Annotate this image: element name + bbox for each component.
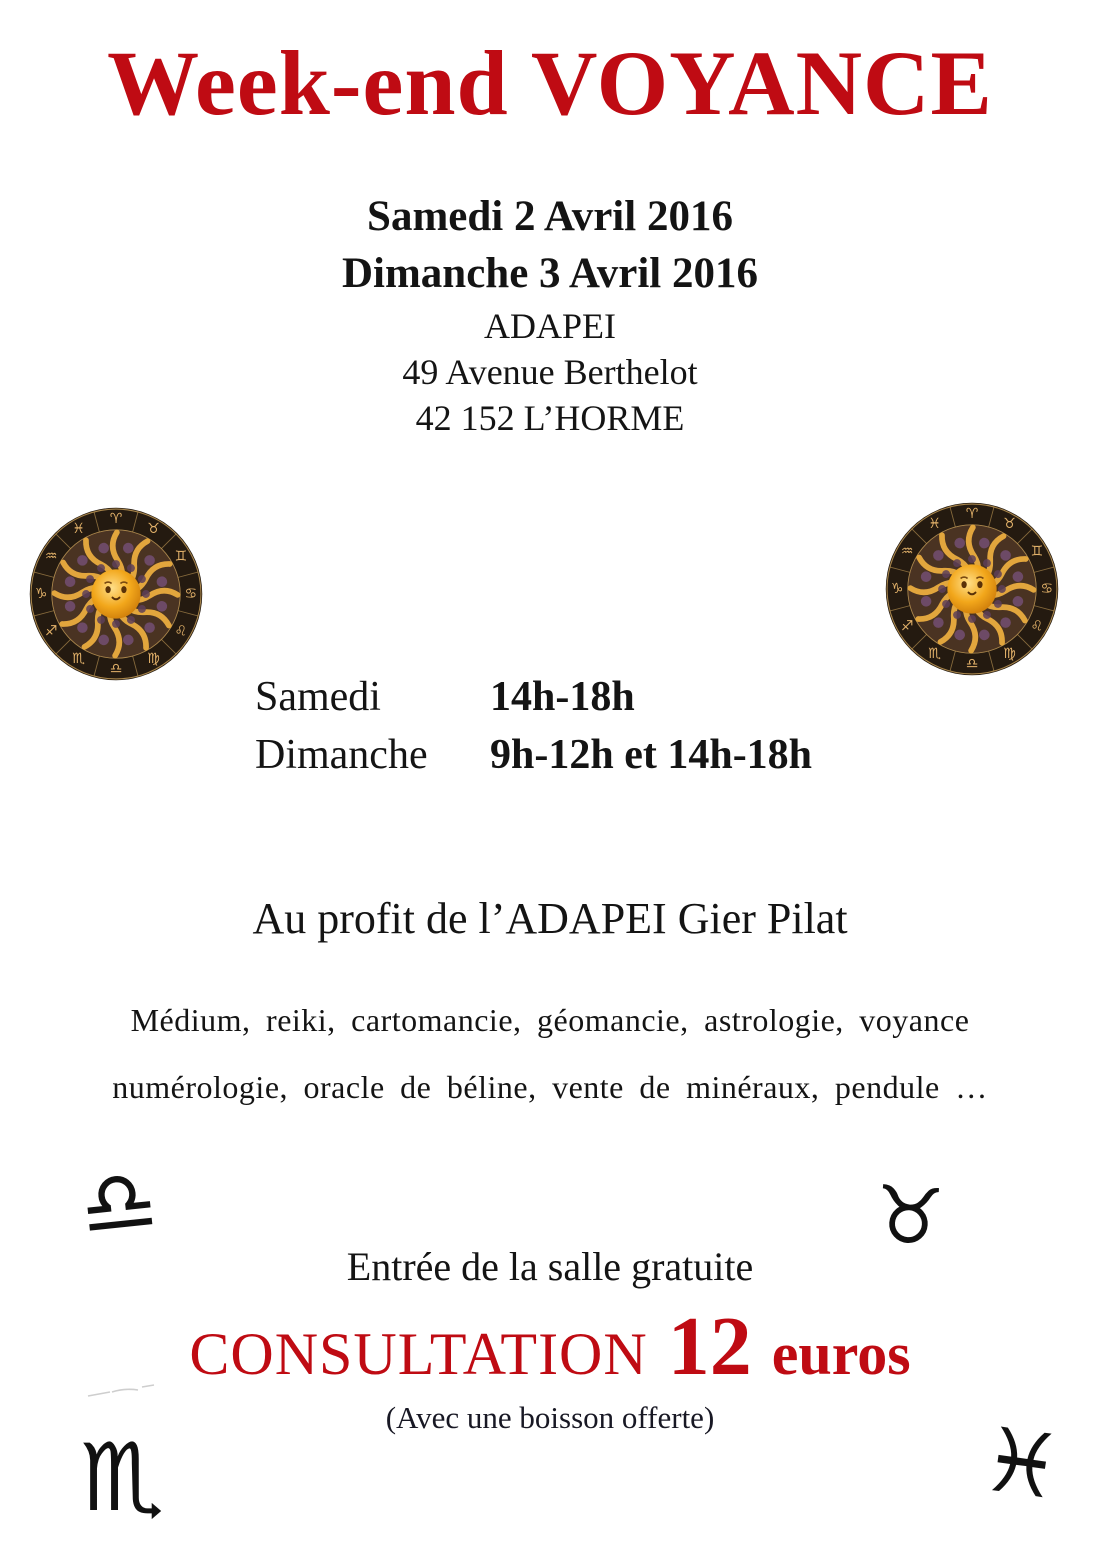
zodiac-ring-glyph: ♈ [109, 511, 123, 528]
zodiac-ring-glyph: ♉ [147, 521, 160, 538]
zodiac-wheel-left [28, 506, 204, 682]
zodiac-ring-glyph: ♊ [174, 548, 188, 565]
zodiac-ring-glyph: ♓ [928, 516, 941, 533]
sun-face [91, 569, 140, 618]
date-line-sunday: Dimanche 3 Avril 2016 [341, 250, 759, 297]
zodiac-ring-glyph: ♒ [44, 548, 58, 565]
zodiac-ring-glyph: ♌ [1030, 618, 1044, 635]
zodiac-ring-glyph: ♊ [1030, 543, 1044, 560]
purple-dot [968, 615, 976, 623]
purple-dot [998, 585, 1006, 593]
services-list [0, 1002, 1100, 1106]
services-line-2: numérologie, oracle de béline, vente de minéraux, pendule … [112, 1069, 988, 1105]
venue-address [0, 303, 1100, 441]
purple-dot [968, 555, 976, 563]
zodiac-ring-glyph: ♒ [900, 543, 914, 560]
opening-hours [255, 668, 812, 784]
price-amount: 12 [667, 1300, 752, 1393]
pencil-smudge [80, 1380, 190, 1400]
zodiac-ring-glyph: ♍ [1003, 645, 1016, 662]
poster-title: Week-end VOYANCE [107, 32, 993, 134]
sun-face [947, 564, 996, 613]
zodiac-ring-glyph: ♓ [72, 521, 85, 538]
zodiac-ring-glyph: ♎ [109, 660, 123, 677]
zodiac-ring-glyph: ♏ [928, 645, 941, 662]
zodiac-ring-glyph: ♑ [34, 586, 48, 602]
purple-dot [938, 585, 946, 593]
zodiac-ring-glyph: ♌ [174, 623, 188, 640]
zodiac-ring-glyph: ♐ [900, 618, 914, 635]
zodiac-wheel-right [884, 501, 1060, 677]
schedule-row-sunday [255, 726, 812, 784]
services-line-1: Médium, reiki, cartomancie, géomancie, astrologie, voyance [130, 1002, 970, 1038]
venue-city: 42 152 L’HORME [415, 398, 685, 438]
free-entry-line: Entrée de la salle gratuite [346, 1244, 754, 1289]
price-note: (Avec une boisson offerte) [385, 1400, 715, 1435]
date-line-saturday: Samedi 2 Avril 2016 [367, 193, 733, 240]
pisces-icon: ♓ [975, 1407, 1068, 1520]
zodiac-ring-glyph: ♐ [44, 623, 58, 640]
schedule-day: Dimanche [255, 732, 428, 778]
sun-eye [105, 586, 110, 593]
purple-dot [142, 590, 150, 598]
zodiac-ring-glyph: ♋ [1040, 581, 1054, 597]
libra-icon: ♎ [74, 1149, 163, 1257]
event-dates [0, 188, 1100, 302]
scorpio-icon: ♏ [80, 1424, 165, 1533]
sun-eye [121, 586, 126, 593]
price-label: CONSULTATION [189, 1321, 648, 1387]
schedule-row-saturday [255, 668, 812, 726]
zodiac-ring-glyph: ♑ [890, 581, 904, 597]
beneficiary-line: Au profit de l’ADAPEI Gier Pilat [252, 894, 848, 943]
schedule-hours: 9h-12h et 14h-18h [490, 732, 813, 778]
schedule-day: Samedi [255, 674, 381, 720]
zodiac-ring-glyph: ♈ [965, 506, 979, 523]
venue-street: 49 Avenue Berthelot [402, 352, 698, 392]
zodiac-ring-glyph: ♉ [1003, 516, 1016, 533]
zodiac-ring-glyph: ♏ [72, 650, 85, 667]
venue-name: ADAPEI [484, 306, 616, 346]
schedule-hours: 14h-18h [490, 674, 635, 720]
sun-eye [961, 581, 966, 588]
zodiac-ring-glyph: ♍ [147, 650, 160, 667]
purple-dot [112, 560, 120, 568]
sun-eye [977, 581, 982, 588]
price-unit: euros [771, 1321, 911, 1387]
zodiac-ring-glyph: ♋ [184, 586, 198, 602]
purple-dot [112, 620, 120, 628]
purple-dot [82, 590, 90, 598]
taurus-icon: ♉ [870, 1169, 947, 1265]
zodiac-ring-glyph: ♎ [965, 655, 979, 672]
